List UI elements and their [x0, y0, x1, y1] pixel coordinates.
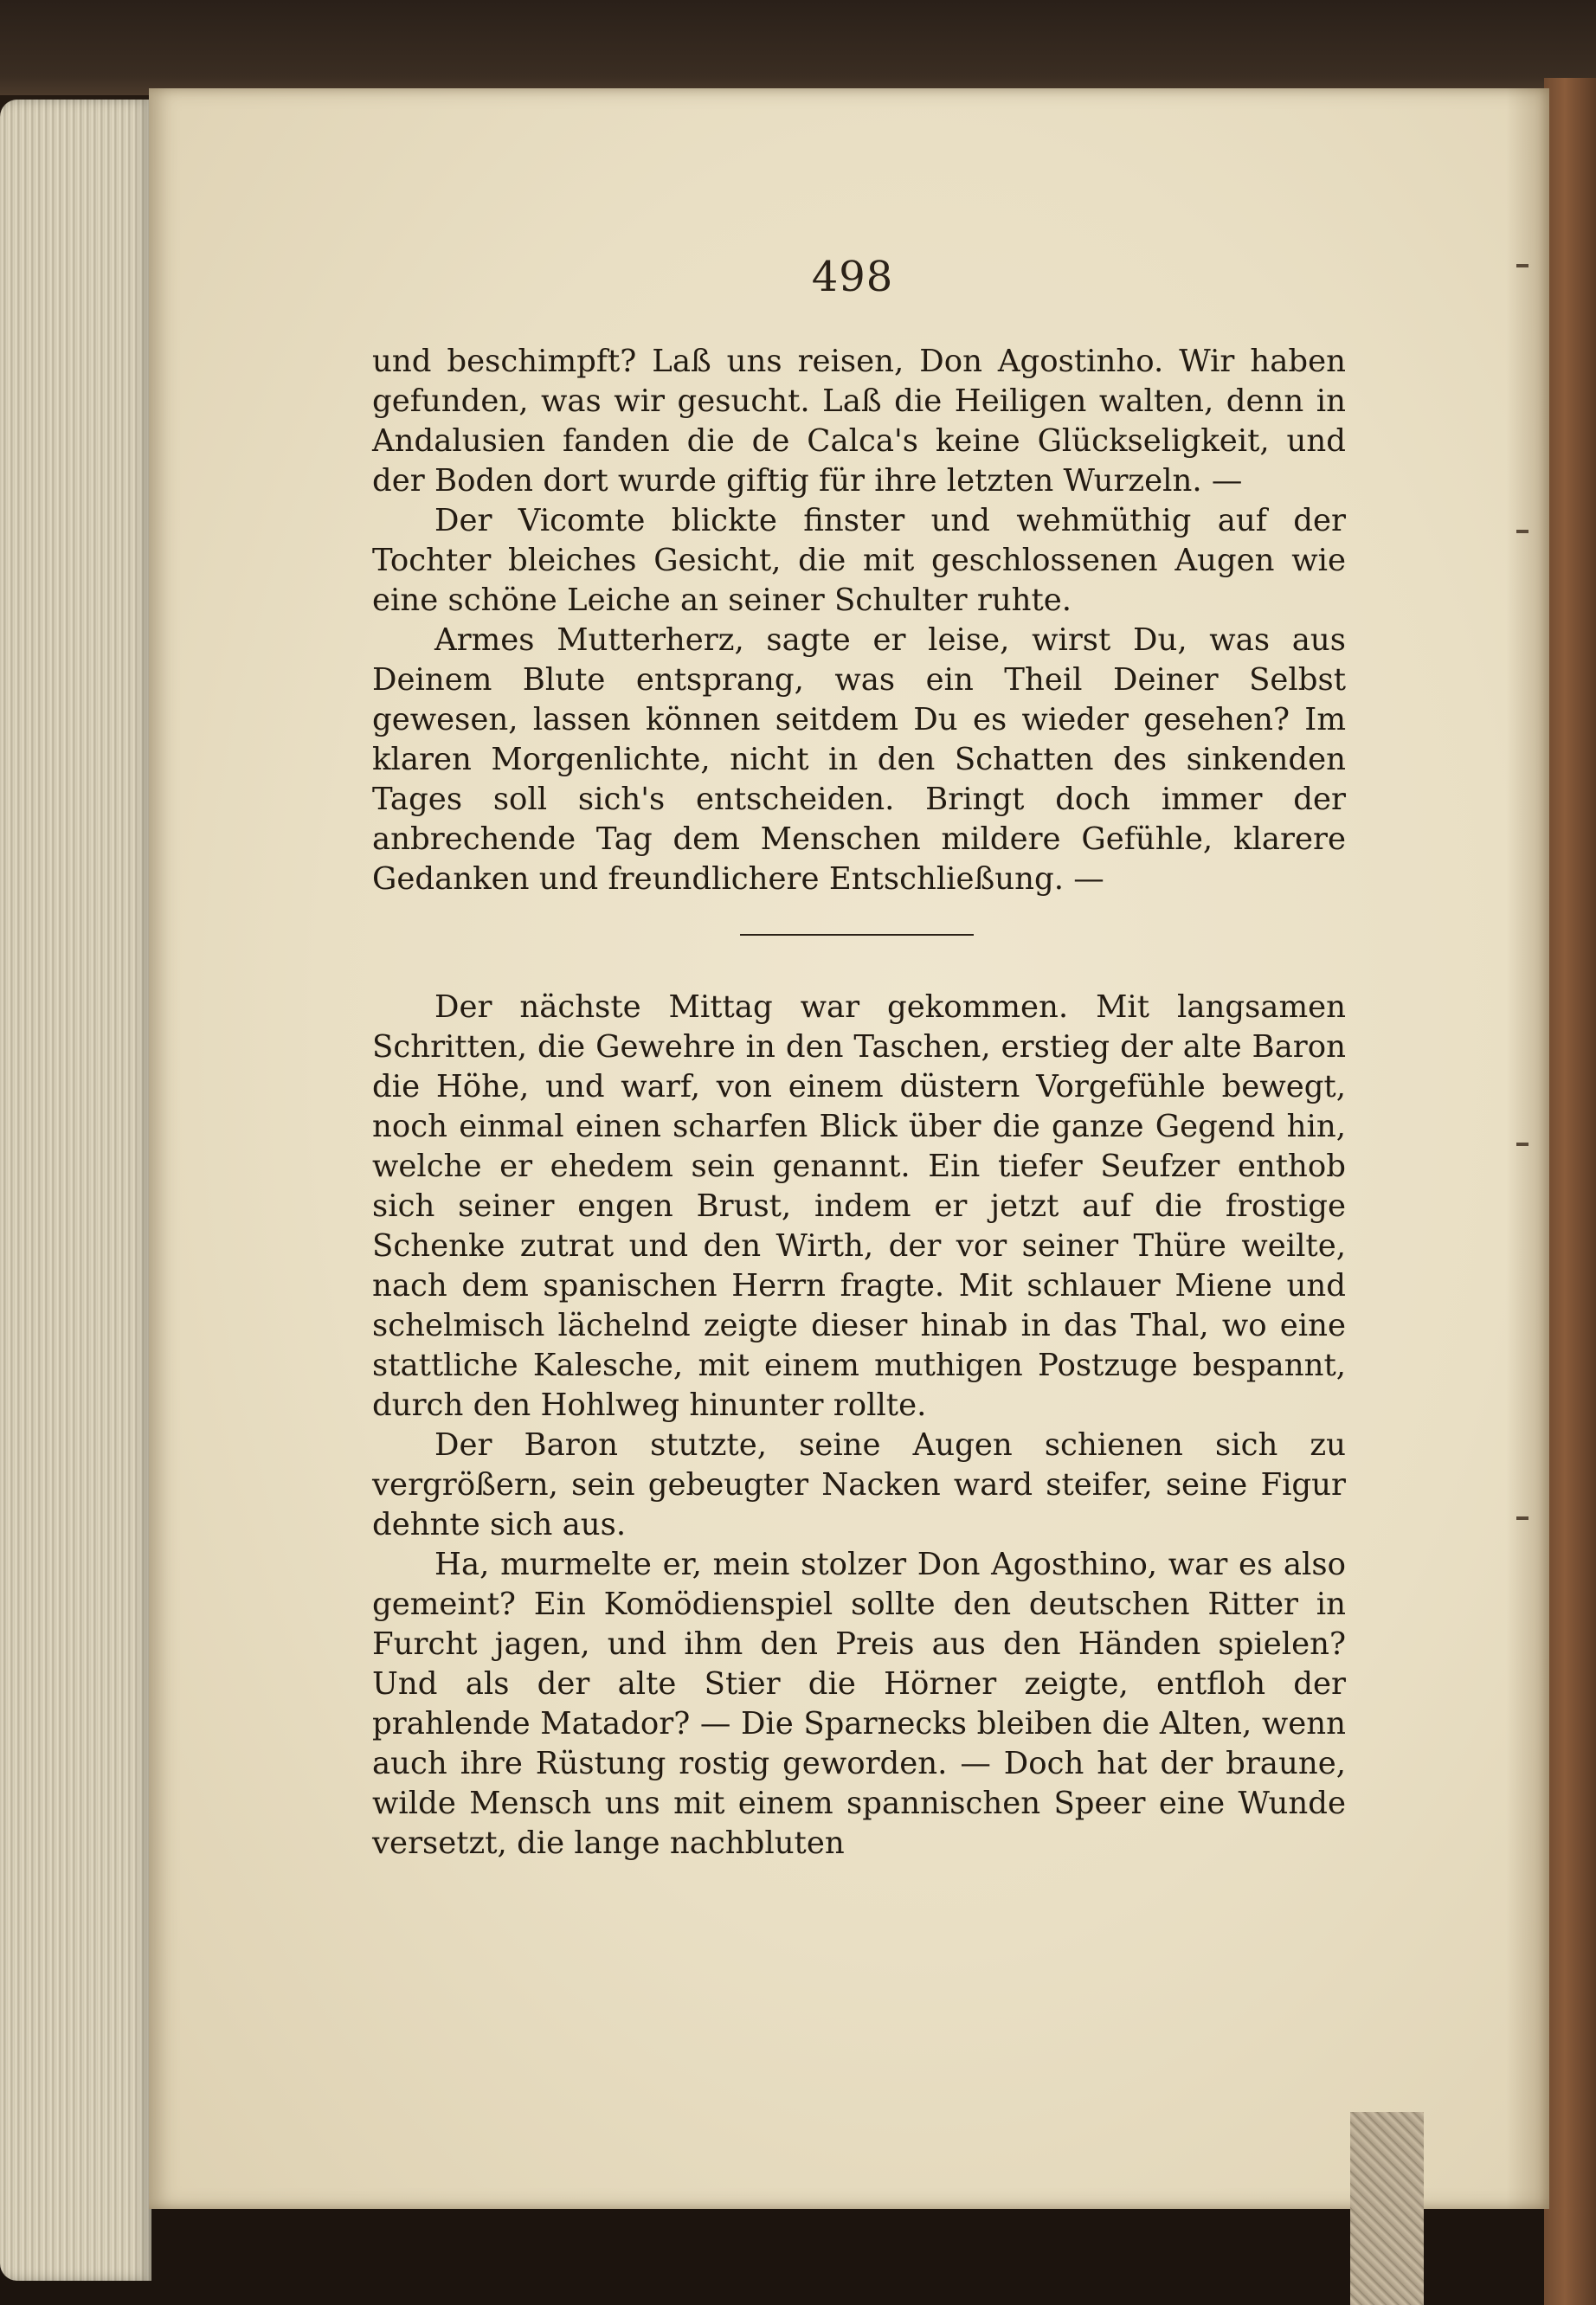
page-stack-edge [0, 100, 151, 2281]
section-divider [740, 934, 974, 936]
paragraph: Der Vicomte blickte finster und wehmüthig auf der Tochter bleiches Gesicht, die mit geschlossenen Augen wie eine schöne Leiche an seiner Schulter ruhte. [372, 503, 1346, 618]
paragraph: Ha, murmelte er, mein stolzer Don Agosthino, war es also gemeint? Ein Komödienspiel sollte den deutschen Ritter in Furcht jagen, und ihm den Preis aus den Händen spielen? Und als der alte Stier die Hörner zeigte, entfloh der prahlende Matador? — Die Sparnecks bleiben die Alten, wenn auch ihre Rüstung rostig geworden. — Doch hat der braune, wilde Mensch uns mit einem spannischen Speer eine Wunde versetzt, die lange nachbluten [372, 1547, 1346, 1861]
page-shadow [1506, 88, 1549, 2209]
page-text [372, 342, 1346, 1864]
paragraph: Der Baron stutzte, seine Augen schienen sich zu vergrößern, sein gebeugter Nacken ward steifer, seine Figur dehnte sich aus. [372, 1427, 1346, 1542]
paragraph: Armes Mutterherz, sagte er leise, wirst Du, was aus Deinem Blute entsprang, was ein Theil Deiner Selbst gewesen, lassen können seitdem Du es wieder gesehen? Im klaren Morgenlichte, nicht in den Schatten des sinkenden Tages soll sich's entscheiden. Bringt doch immer der anbrechende Tag dem Menschen mildere Gefühle, klarere Gedanken und freundlichere Entschließung. — [372, 622, 1346, 897]
page-number: 498 [811, 253, 894, 301]
bookmark-ribbon [1350, 2112, 1424, 2305]
binding-mark [1516, 1143, 1528, 1146]
binding-mark [1516, 1516, 1528, 1520]
book-cover-right [1544, 78, 1596, 2305]
paragraph: Der nächste Mittag war gekommen. Mit langsamen Schritten, die Gewehre in den Taschen, erstieg der alte Baron die Höhe, und warf, von einem düstern Vorgefühle bewegt, noch einmal einen scharfen Blick über die ganze Gegend hin, welche er ehedem sein genannt. Ein tiefer Seufzer enthob sich seiner engen Brust, indem er jetzt auf die frostige Schenke zutrat und den Wirth, der vor seiner Thüre weilte, nach dem spanischen Herrn fragte. Mit schlauer Miene und schelmisch lächelnd zeigte dieser hinab in das Thal, wo eine stattliche Kalesche, mit einem muthigen Postzuge bespannt, durch den Hohlweg hinunter rollte. [372, 989, 1346, 1423]
book-cover-top [0, 0, 1596, 95]
binding-mark [1516, 530, 1528, 533]
paragraph: und beschimpft? Laß uns reisen, Don Agostinho. Wir haben gefunden, was wir gesucht. Laß die Heiligen walten, denn in Andalusien fanden die de Calca's keine Glückseligkeit, und der Boden dort wurde giftig für ihre letzten Wurzeln. — [372, 344, 1346, 499]
